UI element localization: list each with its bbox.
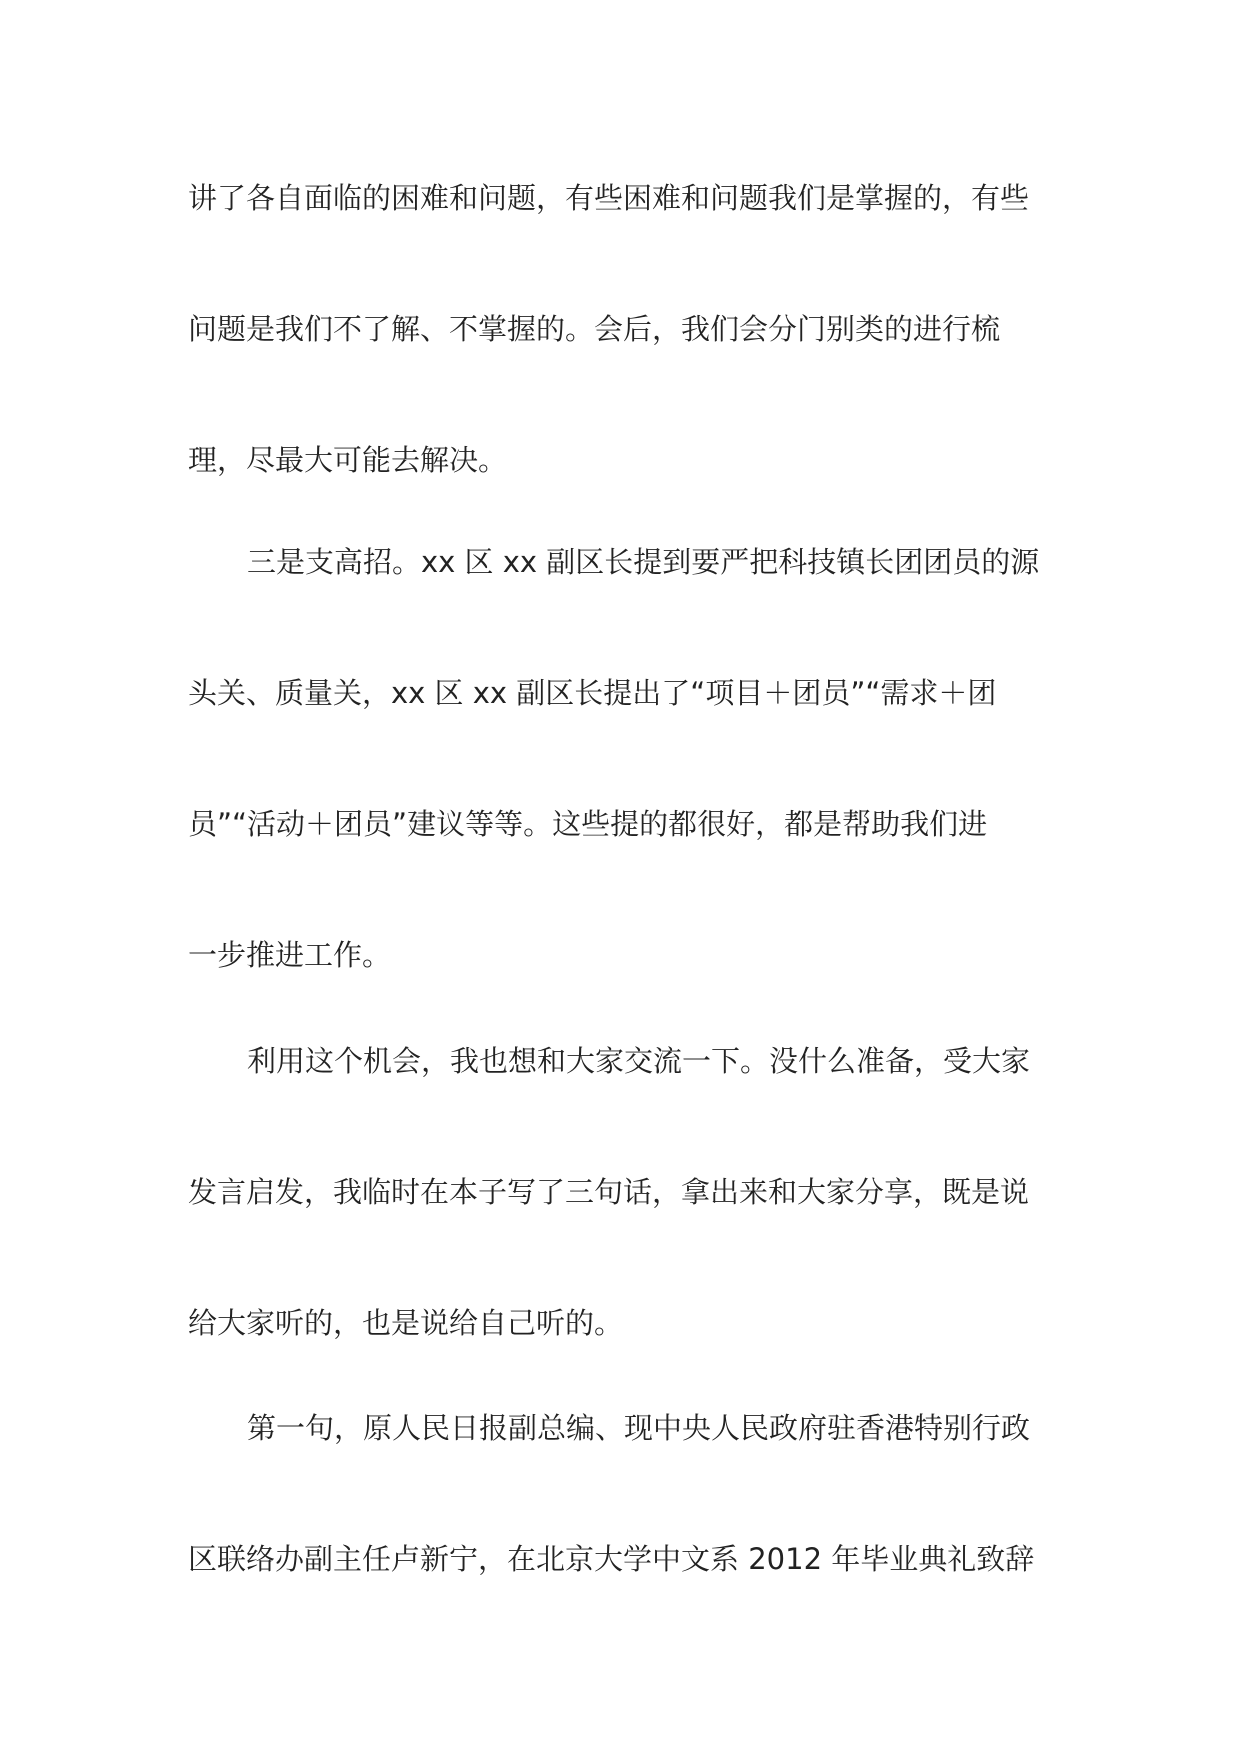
paragraph-start-line: 三是支高招。xx 区 xx 副区长提到要严把科技镇长团团员的源 (247, 545, 1040, 579)
text-line: 区联络办副主任卢新宁，在北京大学中文系 2012 年毕业典礼致辞 (188, 1542, 1035, 1576)
paragraph-start-line: 第一句，原人民日报副总编、现中央人民政府驻香港特别行政 (247, 1411, 1031, 1445)
text-line: 发言启发，我临时在本子写了三句话，拿出来和大家分享，既是说 (188, 1175, 1030, 1209)
text-line: 员”“活动＋团员”建议等等。这些提的都很好，都是帮助我们进 (188, 807, 988, 841)
text-line: 问题是我们不了解、不掌握的。会后，我们会分门别类的进行梳 (188, 312, 1001, 346)
text-line: 理，尽最大可能去解决。 (188, 443, 508, 477)
text-line: 一步推进工作。 (188, 938, 392, 972)
paragraph-start-line: 利用这个机会，我也想和大家交流一下。没什么准备，受大家 (247, 1044, 1031, 1078)
text-line: 头关、质量关，xx 区 xx 副区长提出了“项目＋团员”“需求＋团 (188, 676, 997, 710)
text-line: 讲了各自面临的困难和问题，有些困难和问题我们是掌握的，有些 (188, 181, 1030, 215)
text-line: 给大家听的，也是说给自己听的。 (188, 1306, 624, 1340)
